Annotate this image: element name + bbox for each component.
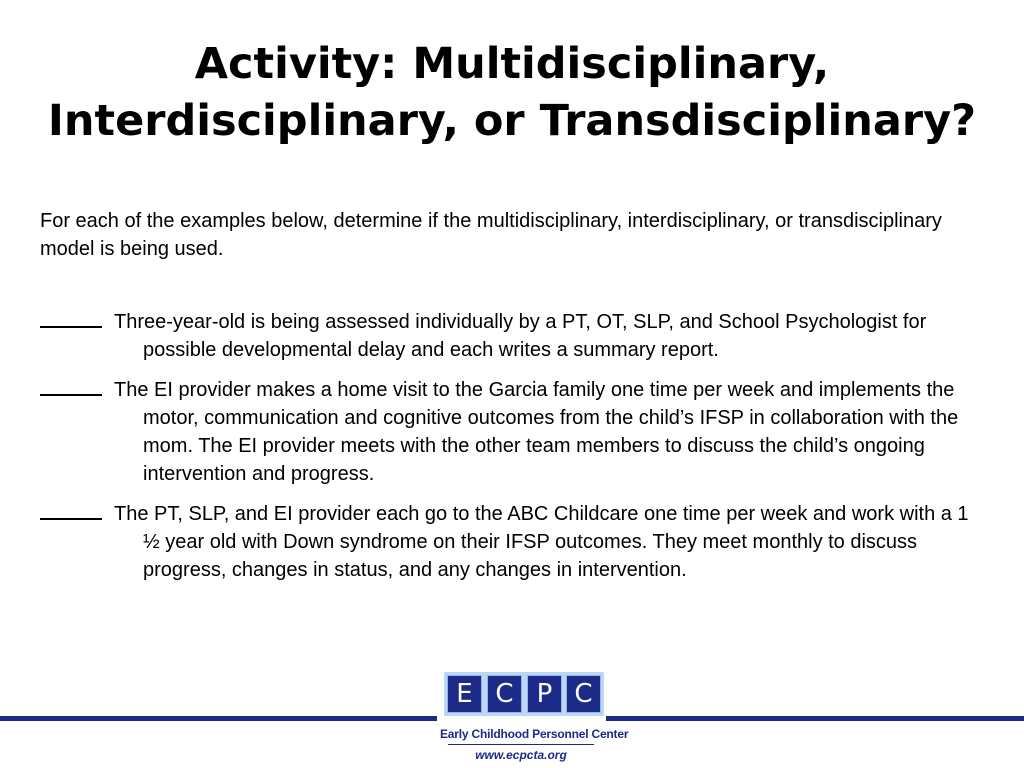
example-list [40,308,980,596]
logo-tile-c: C [487,675,522,713]
example-text: Three-year-old is being assessed individually by a PT, OT, SLP, and School Psychologist for possible developmental delay and each writes a summary report. [114,311,927,361]
slide-title-line-1: Activity: Multidisciplinary, [194,39,830,89]
logo-org-name: Early Childhood Personnel Center [440,727,629,741]
answer-blank [40,376,102,404]
slide-title-line-2: Interdisciplinary, or Transdisciplinary? [47,96,977,146]
slide-title [0,36,1024,150]
example-item-2 [40,376,980,488]
example-item-3 [40,500,980,584]
example-text: The EI provider makes a home visit to the Garcia family one time per week and implements the motor, communication and cognitive outcomes from the child’s IFSP in collaboration with the mom. The EI provider meets with the other team members to discuss the child’s ongoing intervention and progress. [114,379,959,485]
instructions-text: For each of the examples below, determine if the multidisciplinary, interdisciplinary, or transdisciplinary model is being used. [40,210,942,260]
answer-blank [40,308,102,336]
ecpc-logo [440,672,629,768]
logo-divider [448,744,594,745]
logo-url: www.ecpcta.org [475,748,567,762]
answer-blank [40,500,102,528]
footer-rule-left [0,716,437,721]
logo-tile-e: E [447,675,482,713]
example-item-1 [40,308,980,364]
logo-tile-p: P [527,675,562,713]
logo-tiles [445,675,600,713]
logo-tile-c2: C [566,675,601,713]
example-text: The PT, SLP, and EI provider each go to the ABC Childcare one time per week and work with a 1 ½ year old with Down syndrome on their IFSP outcomes. They meet monthly to discuss progress, changes in status, and any changes in intervention. [114,503,969,581]
footer-rule-right [606,716,1024,721]
